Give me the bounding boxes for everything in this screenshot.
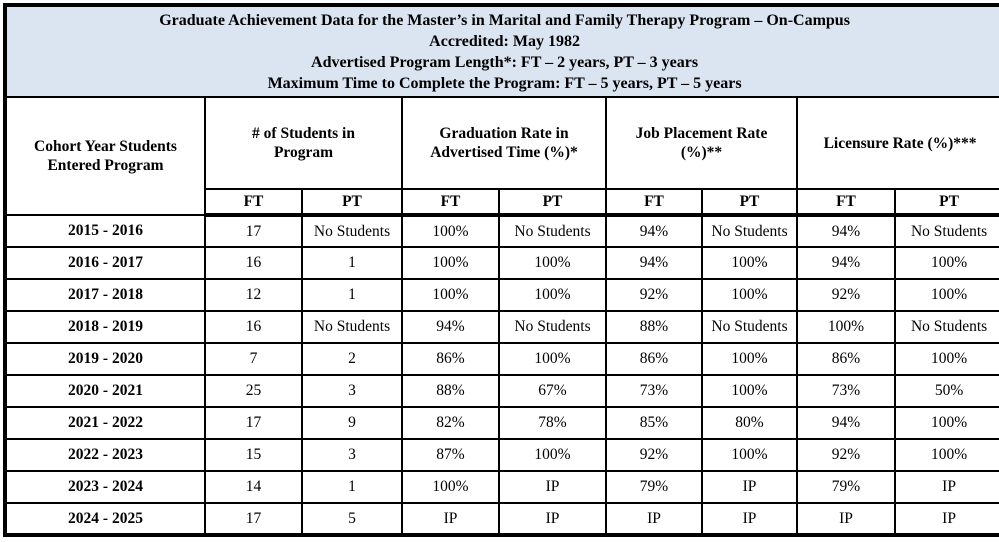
licensure-ft-cell: 73%: [797, 375, 895, 407]
job-pt-cell: 100%: [702, 247, 797, 279]
title-line-advertised-length: Advertised Program Length*: FT – 2 years, PT – 3 years: [311, 53, 699, 71]
licensure-pt-cell: IP: [895, 471, 999, 503]
table-row: [5, 247, 999, 279]
graduation-ft-cell: 87%: [402, 439, 499, 471]
column-group-header-row: [5, 97, 999, 189]
job-ft-cell: 94%: [606, 215, 702, 247]
title-line-accredited: Accredited: May 1982: [429, 32, 580, 50]
table-row: [5, 471, 999, 503]
licensure-pt-cell: 100%: [895, 343, 999, 375]
graduation-pt-cell: 100%: [499, 439, 606, 471]
table-row: [5, 439, 999, 471]
students-ft-cell: 16: [205, 311, 302, 343]
cohort-year-cell: 2020 - 2021: [5, 375, 205, 407]
job-pt-cell: IP: [702, 471, 797, 503]
graduation-pt-cell: 78%: [499, 407, 606, 439]
licensure-ft-cell: 86%: [797, 343, 895, 375]
graduation-pt-cell: 100%: [499, 343, 606, 375]
job-ft-cell: 88%: [606, 311, 702, 343]
job-ft-cell: 85%: [606, 407, 702, 439]
graduation-pt-cell: No Students: [499, 311, 606, 343]
licensure-pt-cell: IP: [895, 503, 999, 535]
job-ft-cell: 92%: [606, 279, 702, 311]
licensure-pt-cell: 50%: [895, 375, 999, 407]
graduation-ft-cell: 86%: [402, 343, 499, 375]
table-row: [5, 503, 999, 535]
licensure-ft-cell: 94%: [797, 215, 895, 247]
graduate-achievement-table: [3, 3, 999, 537]
group-label: # of Students in Program: [252, 125, 355, 161]
job-pt-cell: No Students: [702, 311, 797, 343]
students-pt-cell: 1: [302, 279, 402, 311]
graduation-ft-cell: 100%: [402, 247, 499, 279]
graduation-pt-cell: 100%: [499, 247, 606, 279]
licensure-ft-cell: IP: [797, 503, 895, 535]
cohort-year-cell: 2018 - 2019: [5, 311, 205, 343]
subheader-students-ft: FT: [205, 189, 302, 215]
graduation-ft-cell: 100%: [402, 279, 499, 311]
group-label: Graduation Rate in Advertised Time (%)*: [430, 125, 578, 161]
students-pt-cell: 1: [302, 247, 402, 279]
students-ft-cell: 17: [205, 215, 302, 247]
job-ft-cell: 92%: [606, 439, 702, 471]
job-ft-cell: 73%: [606, 375, 702, 407]
column-header-graduation-rate: [402, 97, 606, 189]
job-pt-cell: 100%: [702, 439, 797, 471]
table-row: [5, 279, 999, 311]
group-label: Job Placement Rate (%)**: [635, 125, 768, 161]
students-pt-cell: 2: [302, 343, 402, 375]
students-ft-cell: 25: [205, 375, 302, 407]
job-pt-cell: 100%: [702, 343, 797, 375]
students-ft-cell: 15: [205, 439, 302, 471]
licensure-ft-cell: 94%: [797, 407, 895, 439]
subheader-job-ft: FT: [606, 189, 702, 215]
title-row: [5, 5, 999, 97]
table-row: [5, 311, 999, 343]
graduation-pt-cell: 67%: [499, 375, 606, 407]
cohort-year-cell: 2017 - 2018: [5, 279, 205, 311]
table-row: [5, 215, 999, 247]
table-header: [5, 5, 999, 215]
licensure-ft-cell: 92%: [797, 439, 895, 471]
job-pt-cell: No Students: [702, 215, 797, 247]
job-pt-cell: 100%: [702, 279, 797, 311]
column-header-cohort-year: Cohort Year Students Entered Program: [5, 97, 205, 215]
licensure-ft-cell: 100%: [797, 311, 895, 343]
licensure-pt-cell: No Students: [895, 311, 999, 343]
cohort-year-cell: 2019 - 2020: [5, 343, 205, 375]
job-pt-cell: 80%: [702, 407, 797, 439]
graduation-ft-cell: IP: [402, 503, 499, 535]
graduation-pt-cell: IP: [499, 471, 606, 503]
job-ft-cell: 79%: [606, 471, 702, 503]
job-pt-cell: IP: [702, 503, 797, 535]
job-ft-cell: 86%: [606, 343, 702, 375]
column-header-licensure-rate: [797, 97, 999, 189]
table-row: [5, 343, 999, 375]
subheader-graduation-ft: FT: [402, 189, 499, 215]
students-ft-cell: 12: [205, 279, 302, 311]
job-pt-cell: 100%: [702, 375, 797, 407]
students-ft-cell: 17: [205, 503, 302, 535]
graduation-ft-cell: 100%: [402, 215, 499, 247]
licensure-pt-cell: No Students: [895, 215, 999, 247]
job-ft-cell: IP: [606, 503, 702, 535]
licensure-ft-cell: 94%: [797, 247, 895, 279]
students-pt-cell: 1: [302, 471, 402, 503]
subheader-students-pt: PT: [302, 189, 402, 215]
table-row: [5, 407, 999, 439]
cohort-year-cell: 2016 - 2017: [5, 247, 205, 279]
subheader-licensure-ft: FT: [797, 189, 895, 215]
subheader-job-pt: PT: [702, 189, 797, 215]
table-title-banner: [5, 5, 999, 97]
graduation-pt-cell: No Students: [499, 215, 606, 247]
licensure-pt-cell: 100%: [895, 439, 999, 471]
licensure-pt-cell: 100%: [895, 247, 999, 279]
graduation-ft-cell: 100%: [402, 471, 499, 503]
graduation-ft-cell: 82%: [402, 407, 499, 439]
table-body: [5, 215, 999, 535]
title-line-max-time: Maximum Time to Complete the Program: FT – 5 years, PT – 5 years: [267, 74, 742, 92]
students-pt-cell: 3: [302, 439, 402, 471]
graduation-pt-cell: IP: [499, 503, 606, 535]
subheader-graduation-pt: PT: [499, 189, 606, 215]
table-row: [5, 375, 999, 407]
cohort-year-cell: 2022 - 2023: [5, 439, 205, 471]
job-ft-cell: 94%: [606, 247, 702, 279]
cohort-year-cell: 2015 - 2016: [5, 215, 205, 247]
group-label: Licensure Rate (%)***: [823, 134, 977, 152]
students-ft-cell: 7: [205, 343, 302, 375]
licensure-pt-cell: 100%: [895, 279, 999, 311]
students-pt-cell: No Students: [302, 311, 402, 343]
cohort-year-cell: 2021 - 2022: [5, 407, 205, 439]
students-pt-cell: No Students: [302, 215, 402, 247]
column-header-students-in-program: [205, 97, 402, 189]
students-pt-cell: 9: [302, 407, 402, 439]
students-ft-cell: 16: [205, 247, 302, 279]
graduation-ft-cell: 94%: [402, 311, 499, 343]
students-pt-cell: 5: [302, 503, 402, 535]
subheader-licensure-pt: PT: [895, 189, 999, 215]
licensure-pt-cell: 100%: [895, 407, 999, 439]
title-line-program: Graduate Achievement Data for the Master’s in Marital and Family Therapy Program – On-Campus: [159, 11, 850, 29]
graduation-ft-cell: 88%: [402, 375, 499, 407]
cohort-year-cell: 2024 - 2025: [5, 503, 205, 535]
cohort-year-cell: 2023 - 2024: [5, 471, 205, 503]
column-header-job-placement-rate: [606, 97, 797, 189]
licensure-ft-cell: 79%: [797, 471, 895, 503]
students-pt-cell: 3: [302, 375, 402, 407]
students-ft-cell: 17: [205, 407, 302, 439]
graduation-pt-cell: 100%: [499, 279, 606, 311]
licensure-ft-cell: 92%: [797, 279, 895, 311]
students-ft-cell: 14: [205, 471, 302, 503]
